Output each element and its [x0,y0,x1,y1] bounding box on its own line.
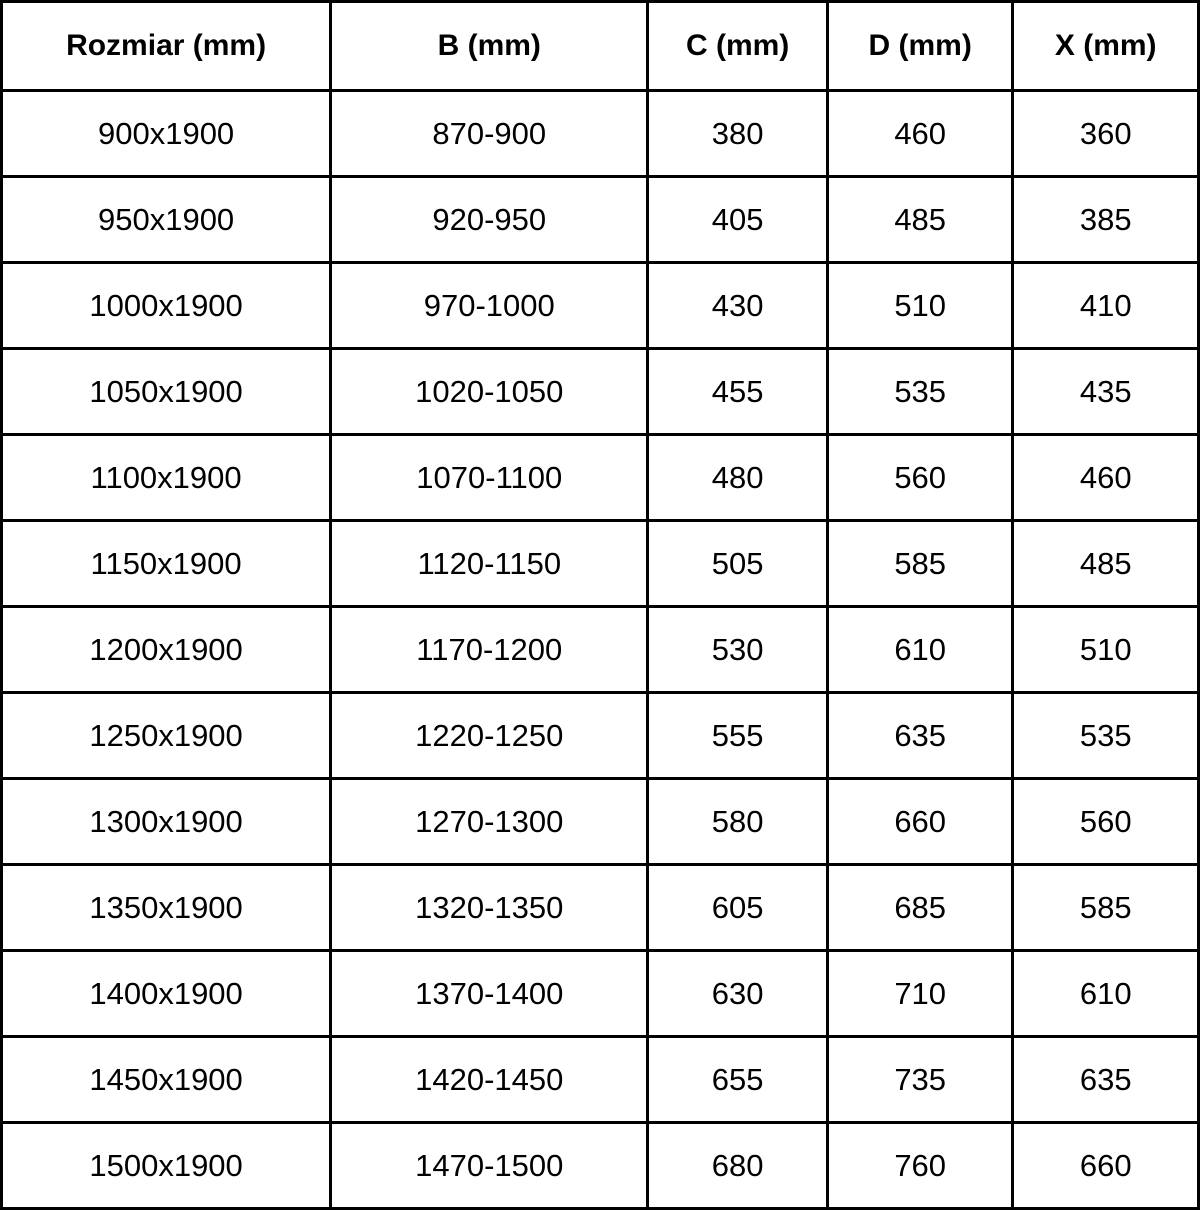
column-header: C (mm) [648,2,828,91]
table-cell: 635 [1013,1037,1199,1123]
table-cell: 660 [1013,1123,1199,1209]
table-cell: 585 [1013,865,1199,951]
table-body [2,91,1199,1209]
table-cell: 1070-1100 [331,435,648,521]
table-cell: 1270-1300 [331,779,648,865]
table-cell: 530 [648,607,828,693]
table-cell: 1500x1900 [2,1123,331,1209]
table-cell: 510 [827,263,1013,349]
table-cell: 1350x1900 [2,865,331,951]
table-cell: 505 [648,521,828,607]
table-cell: 870-900 [331,91,648,177]
table-cell: 1120-1150 [331,521,648,607]
table-cell: 385 [1013,177,1199,263]
table-cell: 1400x1900 [2,951,331,1037]
table-row [2,1037,1199,1123]
table-row [2,607,1199,693]
table-cell: 920-950 [331,177,648,263]
table-cell: 630 [648,951,828,1037]
table-cell: 1220-1250 [331,693,648,779]
table-cell: 580 [648,779,828,865]
table-cell: 460 [1013,435,1199,521]
table-cell: 680 [648,1123,828,1209]
table-cell: 560 [827,435,1013,521]
table-cell: 1150x1900 [2,521,331,607]
table-cell: 535 [827,349,1013,435]
table-row [2,349,1199,435]
table-cell: 735 [827,1037,1013,1123]
column-header: Rozmiar (mm) [2,2,331,91]
table-cell: 1420-1450 [331,1037,648,1123]
table-row [2,263,1199,349]
column-header: B (mm) [331,2,648,91]
table-cell: 1050x1900 [2,349,331,435]
table-row [2,779,1199,865]
table-cell: 485 [827,177,1013,263]
table-cell: 605 [648,865,828,951]
table-row [2,91,1199,177]
table-cell: 510 [1013,607,1199,693]
table-cell: 405 [648,177,828,263]
table-cell: 380 [648,91,828,177]
table-cell: 485 [1013,521,1199,607]
table-cell: 900x1900 [2,91,331,177]
table-cell: 1200x1900 [2,607,331,693]
table-cell: 1370-1400 [331,951,648,1037]
table-row [2,521,1199,607]
table-header [2,2,1199,91]
table-cell: 610 [1013,951,1199,1037]
column-header: X (mm) [1013,2,1199,91]
table-cell: 1000x1900 [2,263,331,349]
table-cell: 660 [827,779,1013,865]
table-cell: 585 [827,521,1013,607]
table-cell: 1020-1050 [331,349,648,435]
table-cell: 410 [1013,263,1199,349]
table-cell: 460 [827,91,1013,177]
table-cell: 535 [1013,693,1199,779]
table-cell: 1300x1900 [2,779,331,865]
table-cell: 950x1900 [2,177,331,263]
table-row [2,435,1199,521]
table-row [2,951,1199,1037]
table-cell: 430 [648,263,828,349]
table-cell: 610 [827,607,1013,693]
table-cell: 635 [827,693,1013,779]
column-header: D (mm) [827,2,1013,91]
table-cell: 970-1000 [331,263,648,349]
table-row [2,177,1199,263]
table-cell: 360 [1013,91,1199,177]
table-cell: 555 [648,693,828,779]
table-row [2,865,1199,951]
table-cell: 655 [648,1037,828,1123]
table-cell: 1470-1500 [331,1123,648,1209]
table-cell: 1100x1900 [2,435,331,521]
table-cell: 1170-1200 [331,607,648,693]
table-cell: 685 [827,865,1013,951]
table-row [2,693,1199,779]
table-cell: 710 [827,951,1013,1037]
table-cell: 1250x1900 [2,693,331,779]
header-row [2,2,1199,91]
table-cell: 480 [648,435,828,521]
table-cell: 1450x1900 [2,1037,331,1123]
table-cell: 1320-1350 [331,865,648,951]
table-cell: 560 [1013,779,1199,865]
table-cell: 760 [827,1123,1013,1209]
table-cell: 455 [648,349,828,435]
table-row [2,1123,1199,1209]
table-cell: 435 [1013,349,1199,435]
